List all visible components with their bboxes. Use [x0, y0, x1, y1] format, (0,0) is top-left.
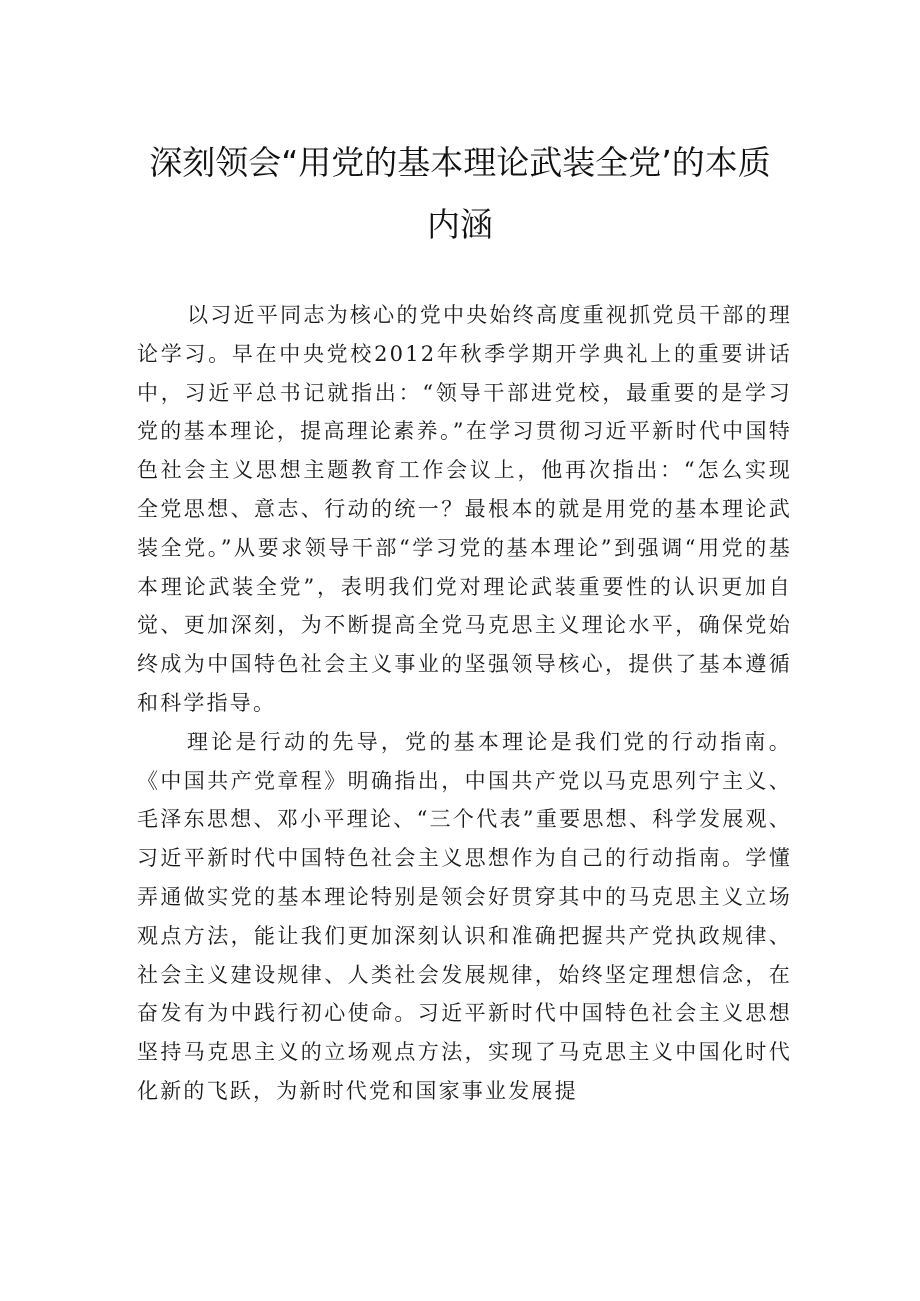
document-body: [137, 296, 792, 1111]
paragraph-2: 理论是行动的先导，党的基本理论是我们党的行动指南。《中国共产党章程》明确指出，中国共产党以马克思列宁主义、毛泽东思想、邓小平理论、“三个代表”重要思想、科学发展观、习近平新时代中国特色社会主义思想作为自己的行动指南。学懂弄通做实党的基本理论特别是领会好贯穿其中的马克思主义立场观点方法，能让我们更加深刻认识和准确把握共产党执政规律、社会主义建设规律、人类社会发展规律，始终坚定理想信念，在奋发有为中践行初心使命。习近平新时代中国特色社会主义思想坚持马克思主义的立场观点方法，实现了马克思主义中国化时代化新的飞跃，为新时代党和国家事业发展提: [137, 729, 792, 1103]
document-title: [100, 132, 820, 256]
paragraph-1: 以习近平同志为核心的党中央始终高度重视抓党员干部的理论学习。早在中央党校2012年秋季学期开学典礼上的重要讲话中，习近平总书记就指出：“领导干部进党校，最重要的是学习党的基本理论，提高理论素养。”在学习贯彻习近平新时代中国特色社会主义思想主题教育工作会议上，他再次指出：“怎么实现全党思想、意志、行动的统一？最根本的就是用党的基本理论武装全党。”从要求领导干部“学习党的基本理论”到强调“用党的基本理论武装全党”，表明我们党对理论武装重要性的认识更加自觉、更加深刻，为不断提高全党马克思主义理论水平，确保党始终成为中国特色社会主义事业的坚强领导核心，提供了基本遵循和科学指导。: [137, 303, 792, 715]
title-line-1: 深刻领会“用党的基本理论武装全党’的本质: [149, 143, 771, 182]
title-line-2: 内涵: [427, 205, 493, 244]
